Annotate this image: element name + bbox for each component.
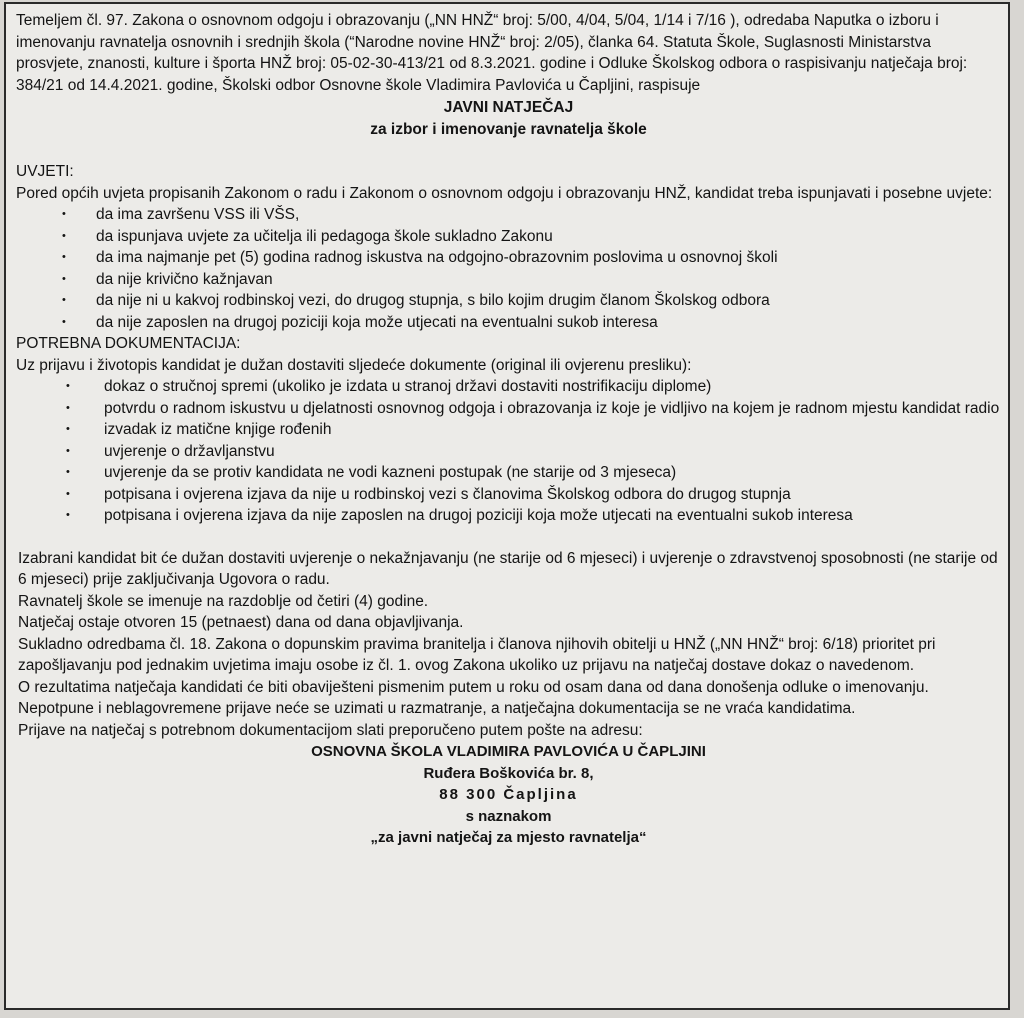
address-mark: „za javni natječaj za mjesto ravnatelja“: [370, 829, 647, 846]
note-paragraph: Ravnatelj škole se imenuje na razdoblje od četiri (4) godine.: [18, 592, 429, 610]
conditions-list: [16, 204, 1001, 333]
list-item: • da nije ni u kakvoj rodbinskoj vezi, do drugog stupnja, s bilo kojim drugim članom Školskog odbora: [16, 290, 1001, 312]
note-paragraph: O rezultatima natječaja kandidati će biti obaviješteni pismenim putem u roku od osam dana od dana donošenja odluke o imenovanju.: [18, 678, 929, 696]
documents-list: [16, 376, 1001, 527]
list-item: • uvjerenje da se protiv kandidata ne vodi kazneni postupak (ne starije od 3 mjeseca): [16, 462, 1001, 484]
conditions-label: UVJETI:: [16, 163, 74, 180]
list-item: • da ispunjava uvjete za učitelja ili pedagoga škole sukladno Zakonu: [16, 226, 1001, 248]
documents-label: POTREBNA DOKUMENTACIJA:: [16, 335, 241, 352]
address-city: 88 300 Čapljina: [439, 786, 578, 803]
list-item: • potpisana i ovjerena izjava da nije zaposlen na drugoj poziciji koja može utjecati na eventualni sukob interesa: [16, 505, 1001, 527]
list-item: • da nije zaposlen na drugoj poziciji koja može utjecati na eventualni sukob interesa: [16, 312, 1001, 334]
documents-lead: Uz prijavu i životopis kandidat je dužan dostaviti sljedeće dokumente (original ili ovjerenu presliku):: [16, 356, 692, 374]
intro-paragraph: Temeljem čl. 97. Zakona o osnovnom odgoju i obrazovanju („NN HNŽ“ broj: 5/00, 4/04, 5/04, 1/14 i 7/16 ), odredaba Naputka o izboru i imenovanju ravnatelja osnovnih i srednjih škola (“Narodne novine HNŽ“ broj: 2/05), članka 64. Statuta Škole, Suglasnosti Ministarstva prosvjete, znanosti, kulture i športa HNŽ broj: 05-02-30-413/21 od 8.3.2021. godine i Odluke Školskog odbora o raspisivanju natječaja broj: 384/21 od 14.4.2021. godine, Školski odbor Osnovne škole Vladimira Pavlovića u Čapljini, raspisuje: [16, 12, 968, 94]
list-item: • dokaz o stručnoj spremi (ukoliko je izdata u stranoj državi dostaviti nostrifikaciju diplome): [16, 376, 1001, 398]
note-paragraph: Izabrani kandidat bit će dužan dostaviti uvjerenje o nekažnjavanju (ne starije od 6 mjeseci) i uvjerenje o zdravstvenoj sposobnosti (ne starije od 6 mjeseci) prije zaključivanja Ugovora o radu.: [18, 549, 998, 588]
note-paragraph: Natječaj ostaje otvoren 15 (petnaest) dana od dana objavljivanja.: [18, 614, 464, 631]
list-item: • izvadak iz matične knjige rođenih: [16, 419, 1001, 441]
list-item: • da ima završenu VSS ili VŠS,: [16, 204, 1001, 226]
conditions-lead: Pored općih uvjeta propisanih Zakonom o radu i Zakonom o osnovnom odgoju i obrazovanju HNŽ, kandidat treba ispunjavati i posebne uvjete:: [16, 184, 993, 202]
list-item: • potvrdu o radnom iskustvu u djelatnosti osnovnog odgoja i obrazovanja iz koje je vidljivo na kojem je radnom mjestu kandidat radio: [16, 398, 1001, 420]
address-mark-label: s naznakom: [465, 807, 552, 825]
address-street: Ruđera Boškovića br. 8,: [423, 764, 594, 782]
note-paragraph: Prijave na natječaj s potrebnom dokumentacijom slati preporučeno putem pošte na adresu:: [18, 721, 643, 739]
list-item: • potpisana i ovjerena izjava da nije u rodbinskoj vezi s članovima Školskog odbora do drugog stupnja: [16, 484, 1001, 506]
notes-section: [18, 548, 1001, 742]
note-paragraph: Sukladno odredbama čl. 18. Zakona o dopunskim pravima branitelja i članova njihovih obitelji u HNŽ („NN HNŽ“ broj: 6/18) prioritet pri zapošljavanju pod jednakim uvjetima imaju osobe iz čl. 1. ovog Zakona ukoliko uz prijavu na natječaj dostave dokaz o navedenom.: [18, 635, 936, 674]
document-title: JAVNI NATJEČAJ: [443, 99, 574, 116]
address-block: [16, 741, 1001, 849]
list-item: • uvjerenje o državljanstvu: [16, 441, 1001, 463]
list-item: • da nije krivično kažnjavan: [16, 269, 1001, 291]
document-subtitle: za izbor i imenovanje ravnatelja škole: [370, 120, 647, 138]
document-content: [16, 10, 1001, 849]
document-page: [4, 2, 1010, 1010]
note-paragraph: Nepotpune i neblagovremene prijave neće se uzimati u razmatranje, a natječajna dokumentacija se ne vraća kandidatima.: [18, 700, 856, 717]
list-item: • da ima najmanje pet (5) godina radnog iskustva na odgojno-obrazovnim poslovima u osnovnoj školi: [16, 247, 1001, 269]
address-school: OSNOVNA ŠKOLA VLADIMIRA PAVLOVIĆA U ČAPLJINI: [311, 743, 706, 760]
